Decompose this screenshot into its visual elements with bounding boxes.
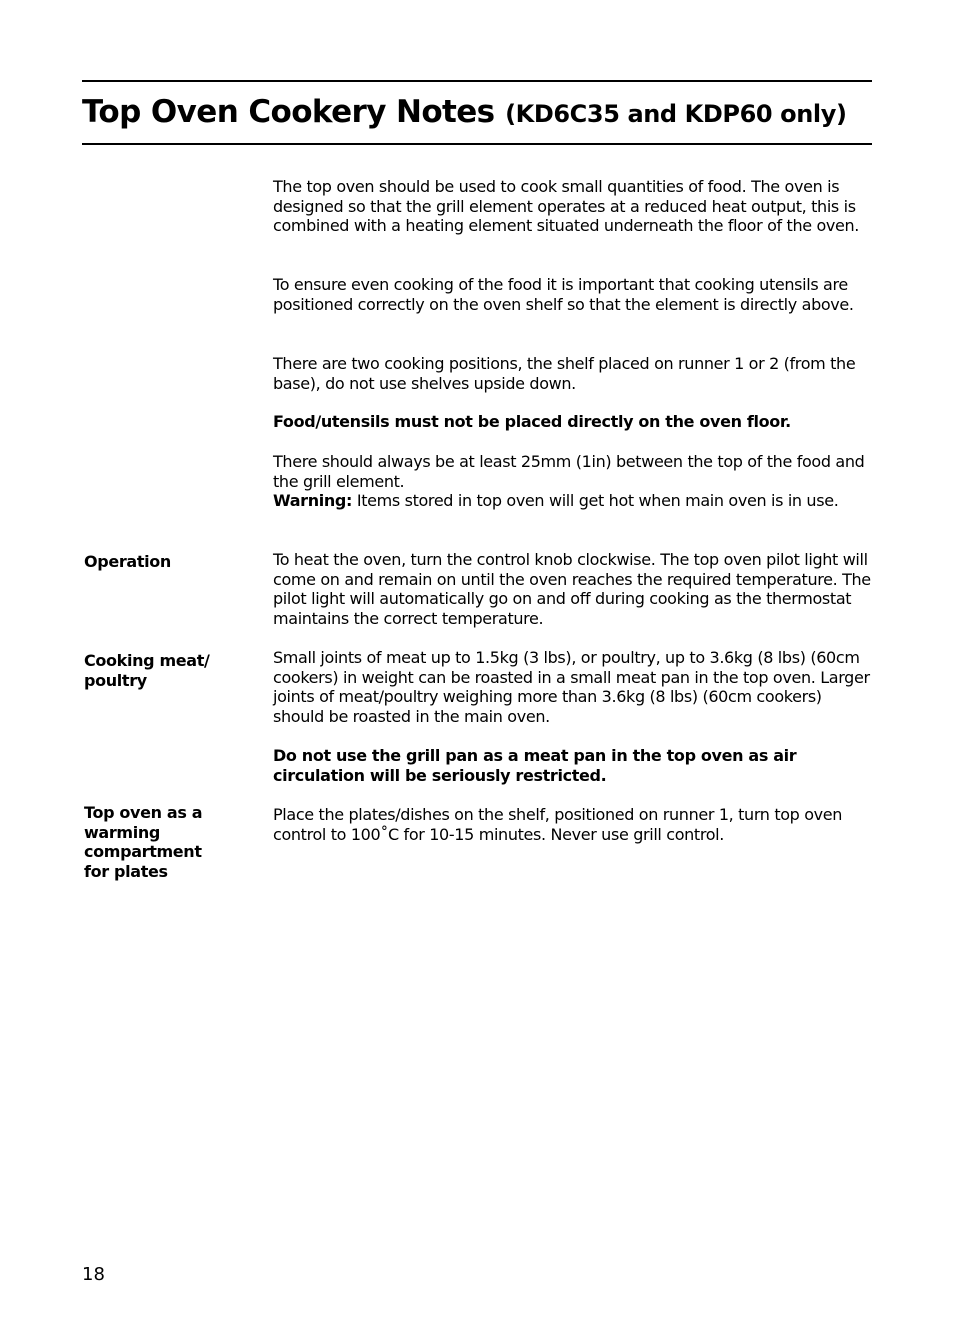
cooking-meat-heading-line-2: poultry: [84, 670, 147, 690]
operation-heading: Operation: [84, 552, 171, 571]
cooking-meat-heading: [84, 651, 244, 690]
operation-text: To heat the oven, turn the control knob clockwise. The top oven pilot light will come on and remain on until the oven reaches the required temperature. The pilot light will automatically go on and off during cooking as the thermostat maintains the correct temperature.: [273, 550, 871, 628]
warming-heading: [84, 803, 244, 881]
intro-paragraph-3: There are two cooking positions, the shelf placed on runner 1 or 2 (from the base), do not use shelves upside down.: [273, 354, 856, 393]
floor-warning: Food/utensils must not be placed directly on the oven floor.: [273, 412, 791, 431]
page-title-main: Top Oven Cookery Notes: [82, 94, 495, 130]
grill-pan-warning: Do not use the grill pan as a meat pan in the top oven as air circulation will be seriously restricted.: [273, 746, 797, 785]
cooking-meat-heading-line-1: Cooking meat/: [84, 651, 210, 670]
intro-paragraph-1: The top oven should be used to cook small quantities of food. The oven is designed so that the grill element operates at a reduced heat output, this is combined with a heating element situated underneath the floor of the oven.: [273, 177, 860, 236]
intro-paragraph-5-block: [273, 452, 873, 511]
page-title-models: (KD6C35 and KDP60 only): [505, 100, 847, 128]
warming-heading-line-3: compartment: [84, 842, 202, 862]
warming-text: Place the plates/dishes on the shelf, positioned on runner 1, turn top oven control to 100˚C for 10-15 minutes. Never use grill control.: [273, 805, 843, 844]
header-top-rule: [82, 80, 872, 82]
intro-paragraph-2: To ensure even cooking of the food it is important that cooking utensils are positioned correctly on the oven shelf so that the element is directly above.: [273, 275, 854, 314]
warning-text: Items stored in top oven will get hot when main oven is in use.: [356, 491, 839, 511]
warming-heading-line-4: for plates: [84, 861, 168, 881]
spacing-note: There should always be at least 25mm (1in) between the top of the food and the grill element.: [273, 452, 865, 491]
warning-label: Warning:: [273, 491, 353, 511]
cooking-meat-text: Small joints of meat up to 1.5kg (3 lbs), or poultry, up to 3.6kg (8 lbs) (60cm cookers) in weight can be roasted in a small meat pan in the top oven. Larger joints of meat/poultry weighing more than 3.6kg (8 lbs) (60cm cookers) should be roasted in the main oven.: [273, 648, 870, 726]
page-number: 18: [82, 1264, 105, 1285]
warming-heading-line-1: Top oven as a: [84, 803, 203, 822]
warming-heading-line-2: warming: [84, 822, 161, 842]
header-bottom-rule: [82, 143, 872, 145]
page-title: [82, 92, 882, 130]
